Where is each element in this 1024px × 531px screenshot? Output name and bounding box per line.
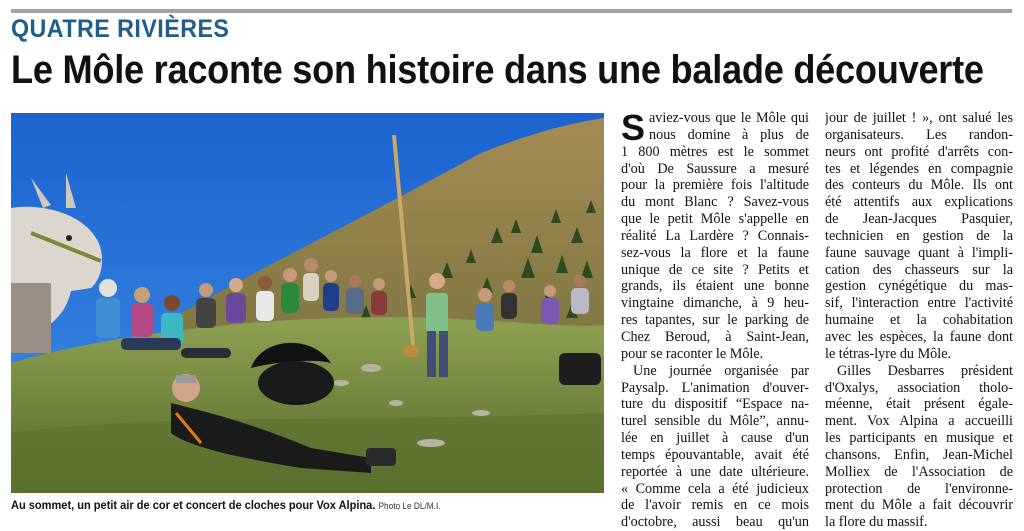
article-headline: Le Môle raconte son histoire dans une balade découverte bbox=[11, 48, 984, 92]
text-line: d'où De Saussure a mesuré bbox=[621, 160, 809, 177]
caption-text: Au sommet, un petit air de cor et concert de cloches pour Vox Alpina. bbox=[11, 498, 376, 512]
text-line: faune sauvage quant à l'impli- bbox=[825, 244, 1013, 261]
text-line: ment du Môle a fait découvrir bbox=[825, 497, 1013, 514]
text-line: sif, l'interaction entre l'activité bbox=[825, 295, 1013, 312]
text-line: 1 800 mètres est le sommet bbox=[621, 143, 809, 160]
article-photo bbox=[11, 113, 604, 493]
text-line: le tétras-lyre du Môle. bbox=[825, 345, 952, 362]
text-line: neurs ont profité d'arrêts con- bbox=[825, 143, 1013, 160]
photo-caption bbox=[11, 498, 441, 512]
text-line: ture du dispositif “Espace na- bbox=[621, 396, 809, 413]
text-line: res tapantes, sur le parking de bbox=[621, 312, 809, 329]
text-line: Paysalp. L'animation d'ouver- bbox=[621, 379, 809, 396]
drop-cap: S bbox=[621, 107, 646, 148]
text-line: humaine et la cohabitation bbox=[825, 312, 1013, 329]
text-line: des conteurs du Môle. Ils ont bbox=[825, 177, 1013, 194]
text-line: technicien en gestion de la bbox=[825, 227, 1013, 244]
text-line: tes et légendes en compagnie bbox=[825, 160, 1013, 177]
text-line: de Jean-Jacques Pasquier, bbox=[825, 211, 1013, 228]
text-line: protection de l'environne- bbox=[825, 480, 1013, 497]
text-line: pour la première fois l'altitude bbox=[621, 177, 809, 194]
text-line: grands, ils étaient une bonne bbox=[621, 278, 809, 295]
text-line: ment. Vox Alpina a accueilli bbox=[825, 413, 1013, 430]
text-line: cation des chasseurs sur la bbox=[825, 261, 1013, 278]
text-line: Une journée organisée par bbox=[633, 362, 809, 379]
text-line: pour se raconter le Môle. bbox=[621, 345, 764, 362]
top-rule bbox=[11, 9, 1012, 13]
text-line: nous domine à plus de bbox=[649, 126, 809, 143]
text-line: turel sensible du Môle”, annu- bbox=[621, 413, 809, 430]
text-line: avec les espèces, la faune dont bbox=[825, 328, 1013, 345]
text-line: chansons. Enfin, Jean-Michel bbox=[825, 446, 1013, 463]
text-line: aviez-vous que le Môle qui bbox=[649, 110, 809, 126]
text-line: la flore du massif. bbox=[825, 514, 928, 531]
text-line: reportée à une date ultérieure. bbox=[621, 463, 809, 480]
text-line: méenne, était présent égale- bbox=[825, 396, 1013, 413]
text-line: sez-vous la flore et la faune bbox=[621, 244, 809, 261]
text-line: d'octobre, aussi beau qu'un bbox=[621, 514, 809, 531]
text-line: du mont Blanc ? Savez-vous bbox=[621, 194, 809, 211]
text-line: gestion cynégétique du mas- bbox=[825, 278, 1013, 295]
text-line: réalité La Lardère ? Connais- bbox=[621, 227, 809, 244]
article-column-1 bbox=[621, 107, 809, 531]
text-line: de l'avoir remis en ce mois bbox=[621, 497, 809, 514]
section-kicker: QUATRE RIVIÈRES bbox=[11, 15, 230, 43]
text-line: jour de juillet ! », ont salué les bbox=[825, 110, 1013, 126]
text-line: Molliex de l'Association de bbox=[825, 463, 1013, 480]
text-line: Chez Beroud, à Saint-Jean, bbox=[621, 328, 809, 345]
text-line: que le petit Môle s'appelle en bbox=[621, 211, 809, 228]
text-line: « Comme cela a été judicieux bbox=[621, 480, 809, 497]
text-line: temps épouvantable, avait été bbox=[621, 446, 809, 463]
text-line: organisateurs. Les randon- bbox=[825, 126, 1013, 143]
photo-credit: Photo Le DL/M.I. bbox=[378, 501, 441, 511]
text-line: les participants en musique et bbox=[825, 430, 1013, 447]
text-line: Gilles Desbarres président bbox=[837, 362, 1013, 379]
text-line: été attentifs aux explications bbox=[825, 194, 1013, 211]
text-line: d'Oxalys, association tholo- bbox=[825, 379, 1013, 396]
text-line: lée en juillet à cause d'un bbox=[621, 430, 809, 447]
text-line: vingtaine dimanche, à 9 heu- bbox=[621, 295, 809, 312]
article-column-2 bbox=[825, 110, 1013, 531]
text-line: unique de ce site ? Petits et bbox=[621, 261, 809, 278]
